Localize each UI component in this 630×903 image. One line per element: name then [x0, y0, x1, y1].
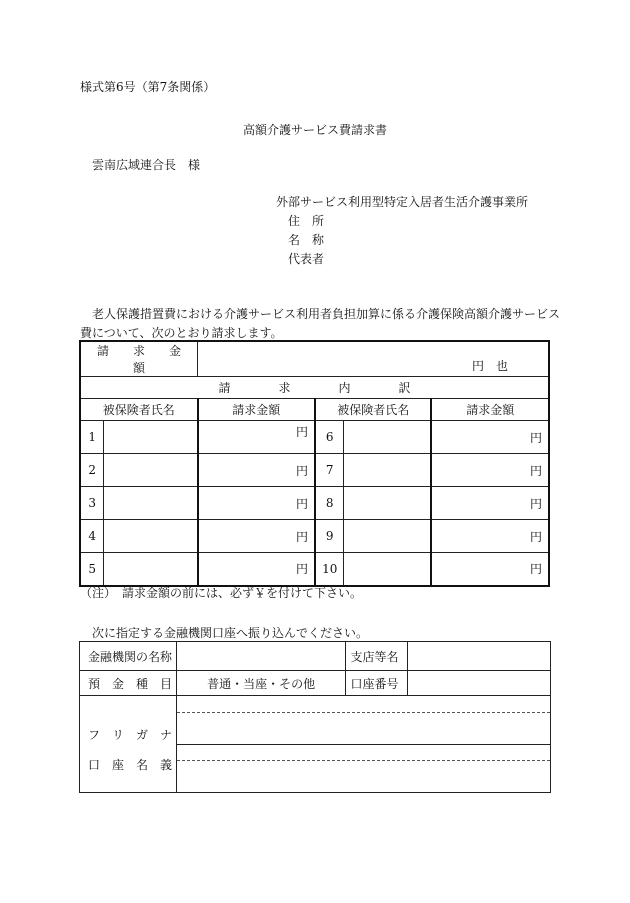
claim-amount-suffix: 円 也 [471, 359, 508, 373]
amount-cell[interactable] [198, 487, 315, 520]
row-number: 9 [315, 520, 344, 553]
amount-cell[interactable] [431, 421, 549, 454]
yen-label: 円 [296, 425, 309, 439]
furigana-label: フ リ ガ ナ [88, 728, 173, 742]
yen-label: 円 [296, 496, 309, 511]
sender-name-label: 名 称 [288, 233, 325, 247]
yen-label: 円 [529, 430, 542, 445]
insured-name-cell[interactable] [344, 454, 432, 487]
col-header-amount-right: 請求金額 [431, 399, 549, 421]
amount-cell[interactable] [431, 520, 549, 553]
insured-name-cell[interactable] [344, 520, 432, 553]
document-title: 高額介護サービス費請求書 [242, 123, 387, 137]
amount-cell[interactable] [198, 520, 315, 553]
amount-cell[interactable] [431, 487, 549, 520]
yen-label: 円 [529, 496, 542, 511]
deposit-type-options[interactable]: 普通・当座・その他 [176, 671, 346, 696]
insured-name-cell[interactable] [104, 454, 198, 487]
amount-cell[interactable] [198, 553, 315, 586]
insured-name-cell[interactable] [344, 421, 432, 454]
bank-name-field[interactable] [176, 642, 346, 671]
yen-label: 円 [296, 562, 309, 577]
yen-label: 円 [296, 463, 309, 478]
form-number: 様式第6号（第7条関係） [80, 80, 216, 94]
insured-name-cell[interactable] [104, 520, 198, 553]
amount-cell[interactable] [431, 553, 549, 586]
sender-org: 外部サービス利用型特定入居者生活介護事業所 [276, 195, 529, 209]
holder-label-cell [80, 696, 177, 793]
sender-rep-label: 代表者 [288, 252, 325, 266]
table-row [80, 454, 549, 487]
row-number: 7 [315, 454, 344, 487]
claim-table [79, 340, 550, 587]
branch-field[interactable] [408, 642, 551, 671]
addressee: 雲南広域連合長 様 [92, 158, 201, 172]
account-number-label: 口座番号 [346, 671, 408, 696]
insured-name-cell[interactable] [104, 487, 198, 520]
row-number: 1 [80, 421, 104, 454]
breakdown-header: 請 求 内 訳 [80, 377, 549, 399]
row-number: 8 [315, 487, 344, 520]
table-row [80, 421, 549, 454]
row-number: 6 [315, 421, 344, 454]
bank-intro: 次に指定する金融機関口座へ振り込んでください。 [92, 626, 369, 640]
branch-label: 支店等名 [346, 642, 408, 671]
row-number: 5 [80, 553, 104, 586]
holder-divider [177, 744, 550, 745]
bank-name-label: 金融機関の名称 [80, 642, 177, 671]
amount-cell[interactable] [198, 421, 315, 454]
note: （注） 請求金額の前には、必ず￥を付けて下さい。 [80, 586, 363, 600]
sender-address-label: 住 所 [288, 214, 325, 228]
claim-amount-field[interactable] [198, 341, 549, 377]
yen-label: 円 [529, 463, 542, 478]
yen-label: 円 [529, 562, 542, 577]
claim-amount-label: 請 求 金 額 [80, 341, 198, 377]
table-row [80, 520, 549, 553]
account-number-field[interactable] [408, 671, 551, 696]
insured-name-cell[interactable] [344, 553, 432, 586]
insured-name-cell[interactable] [104, 421, 198, 454]
account-holder-field[interactable] [176, 696, 550, 793]
intro-line-1: 老人保護措置費における介護サービス利用者負担加算に係る介護保険高額介護サービス [92, 307, 561, 321]
table-row [80, 487, 549, 520]
row-number: 4 [80, 520, 104, 553]
account-holder-label: 口 座 名 義 [88, 758, 173, 772]
intro-line-2: 費について、次のとおり請求します。 [80, 326, 283, 340]
col-header-amount-left: 請求金額 [198, 399, 315, 421]
holder-guide-line [177, 760, 550, 761]
yen-label: 円 [529, 529, 542, 544]
amount-cell[interactable] [431, 454, 549, 487]
row-number: 3 [80, 487, 104, 520]
row-number: 2 [80, 454, 104, 487]
yen-label: 円 [296, 529, 309, 544]
table-row [80, 553, 549, 586]
deposit-type-label: 預 金 種 目 [80, 671, 177, 696]
col-header-name-right: 被保険者氏名 [315, 399, 431, 421]
col-header-name-left: 被保険者氏名 [80, 399, 198, 421]
amount-cell[interactable] [198, 454, 315, 487]
bank-table [79, 641, 551, 793]
furigana-guide-line [177, 712, 550, 713]
row-number: 10 [315, 553, 344, 586]
insured-name-cell[interactable] [104, 553, 198, 586]
insured-name-cell[interactable] [344, 487, 432, 520]
